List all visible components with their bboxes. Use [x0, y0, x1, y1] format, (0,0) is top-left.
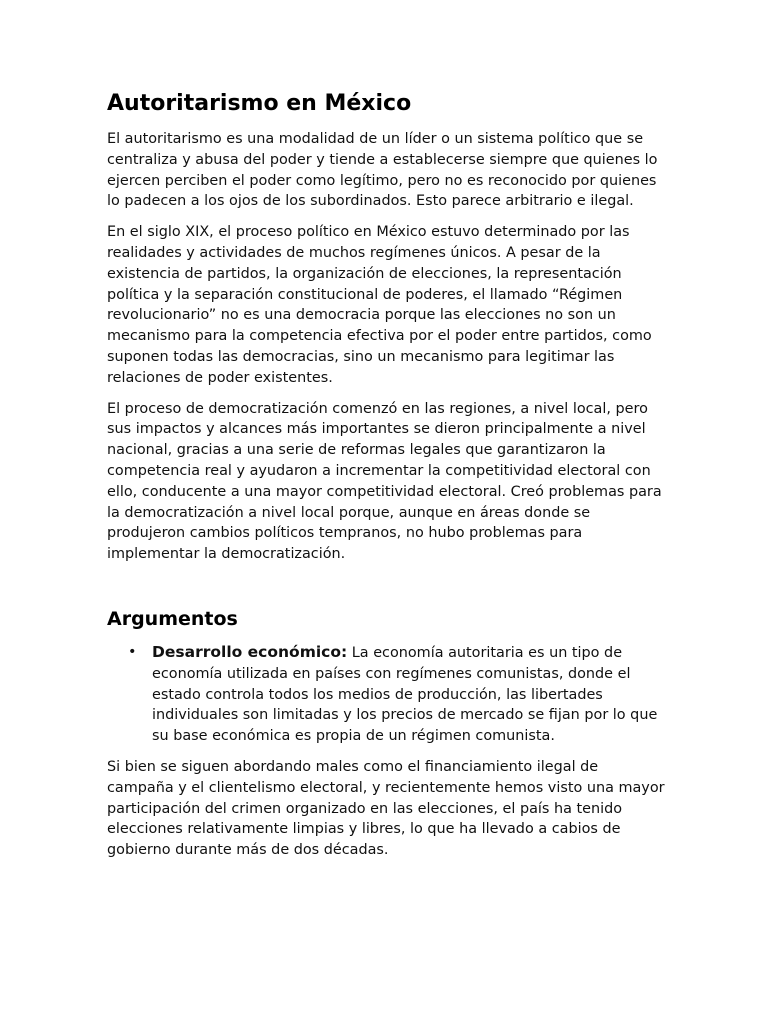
- document-title: Autoritarismo en México: [107, 91, 412, 116]
- section-heading: Argumentos: [107, 607, 238, 630]
- bullet-icon: •: [128, 643, 137, 660]
- paragraph-intro: El autoritarismo es una modalidad de un líder o un sistema político que se centraliza y abusa del poder y tiende a establecerse siempre que quienes lo ejercen perciben el poder como legítimo, pero no es reconocido por quienes lo padecen a los ojos de los subordinados. Esto parece arbitrario e ilegal.: [107, 131, 658, 210]
- argument-list: [107, 642, 667, 747]
- list-item-term: Desarrollo económico:: [152, 642, 348, 661]
- paragraph-democratization: El proceso de democratización comenzó en las regiones, a nivel local, pero sus impactos y alcances más importantes se dieron principalmente a nivel nacional, gracias a una serie de reformas legales que garantizaron la competencia real y ayudaron a incrementar la competitividad electoral con ello, conducente a una mayor competitividad electoral. Creó problemas para la democratización a nivel local porque, aunque en áreas donde se produjeron cambios políticos tempranos, no hubo problemas para implementar la democratización.: [107, 400, 662, 563]
- list-item-text: La economía autoritaria es un tipo de economía utilizada en países con regímenes comunistas, donde el estado controla todos los medios de producción, las libertades individuales son limitadas y los precios de mercado se fijan por lo que su base económica es propia de un régimen comunista.: [152, 644, 658, 745]
- paragraph-closing: Si bien se siguen abordando males como el financiamiento ilegal de campaña y el clientelismo electoral, y recientemente hemos visto una mayor participación del crimen organizado en las elecciones, el país ha tenido elecciones relativamente limpias y libres, lo que ha llevado a cabios de gobierno durante más de dos décadas.: [107, 758, 665, 859]
- paragraph-history: En el siglo XIX, el proceso político en México estuvo determinado por las realidades y actividades de muchos regímenes únicos. A pesar de la existencia de partidos, la organización de elecciones, la representación política y la separación constitucional de poderes, el llamado “Régimen revolucionario” no es una democracia porque las elecciones no son un mecanismo para la competencia efectiva por el poder entre partidos, como suponen todas las democracias, sino un mecanismo para legitimar las relaciones de poder existentes.: [107, 224, 652, 386]
- document-page: [107, 88, 667, 871]
- list-item: [128, 642, 667, 747]
